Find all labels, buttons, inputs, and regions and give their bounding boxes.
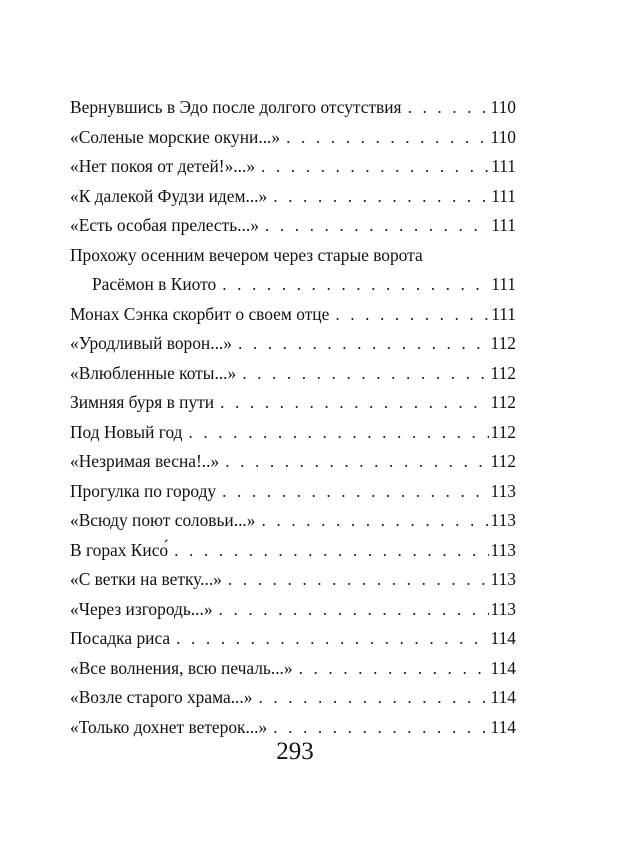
toc-entry-title: Посадка риса [70,628,171,648]
toc-entry-page: 111 [491,185,516,206]
dot-leader [265,211,489,241]
toc-entry-page: 110 [490,126,516,147]
dot-leader [228,565,489,595]
toc-entry [70,93,516,123]
dot-leader [189,418,489,448]
toc-entry-page: 111 [491,274,516,294]
toc-entry-title: «С ветки на ветку...» [70,569,222,589]
toc-entry-title-line-2: Расёмон в Киото [92,274,217,294]
toc-entry-title: «Уродливый ворон...» [70,333,232,353]
dot-leader [273,182,489,212]
toc-entry-page: 114 [490,657,516,678]
toc-entry-title: В горах Кисо́ [70,539,169,560]
toc-entry-page: 113 [490,569,516,589]
toc-entry [70,300,516,330]
toc-entry-page: 111 [491,215,516,235]
toc-entry [70,536,516,566]
dot-leader [176,624,488,654]
toc-entry [70,418,516,448]
toc-entry-continuation [70,270,516,300]
toc-entry [70,506,516,536]
dot-leader [408,93,489,123]
toc-entry [70,654,516,684]
toc-entry [70,211,516,241]
toc-entry [70,624,516,654]
toc-entry-title: Прогулка по городу [70,480,217,501]
toc-entry-page: 113 [490,480,516,501]
toc-entry [70,182,516,212]
toc-entry [70,477,516,507]
toc-entry [70,595,516,625]
toc-entry [70,123,516,153]
toc-entry-page: 114 [490,687,516,707]
toc-entry [70,565,516,595]
toc-entry-page: 113 [490,510,516,530]
toc-entry-page: 111 [491,303,516,324]
toc-entry-title: «Незримая весна!..» [70,451,220,471]
dot-leader [261,152,489,182]
toc-entry-title: Монах Сэнка скорбит о своем отце [70,303,330,324]
toc-entry-title-line-1: Прохожу осенним вечером через старые ворота [70,244,423,265]
toc-entry-page: 112 [490,451,516,471]
toc-entry-page: 110 [490,97,516,117]
toc-entry-title: «Нет покоя от детей!»...» [70,156,256,176]
toc-entry-title: «Есть особая прелесть...» [70,215,259,235]
toc-entry-title: «Влюбленные коты...» [70,362,237,383]
toc-entry-page: 113 [490,539,516,560]
dot-leader [225,447,488,477]
toc-entry-title: Зимняя буря в пути [70,392,215,412]
dot-leader [174,536,488,566]
toc-entry-title: «Всюду поют соловьи...» [70,510,256,530]
toc-entry-page: 111 [491,156,516,176]
toc-entry [70,447,516,477]
toc-entry-page: 112 [490,421,516,442]
toc-entry-title: Под Новый год [70,421,183,442]
toc-entry-title: «Через изгородь...» [70,598,213,619]
toc-entry [70,241,516,300]
dot-leader [238,329,489,359]
toc-entry-title: «Только дохнет ветерок...» [70,716,268,737]
toc-entry [70,329,516,359]
toc-entry-title: «К далекой Фудзи идем...» [70,185,268,206]
toc-entry-page: 114 [490,628,516,648]
toc-entry [70,683,516,713]
dot-leader [261,506,488,536]
toc-entry-title: «Соленые морские окуни...» [70,126,281,147]
dot-leader [219,595,489,625]
toc-entry-page: 112 [490,333,516,353]
dot-leader [222,477,488,507]
dot-leader [335,300,489,330]
toc-entry-page: 113 [490,598,516,619]
toc-entry-title: «Возле старого храма...» [70,687,253,707]
dot-leader [258,683,488,713]
dot-leader [220,388,488,418]
toc-entry [70,388,516,418]
toc-entry-title: Вернувшись в Эдо после долгого отсутствия [70,97,402,117]
dot-leader [286,123,488,153]
toc-entry-page: 114 [490,716,516,737]
table-of-contents [70,93,516,742]
toc-entry-page: 112 [490,362,516,383]
dot-leader [299,654,489,684]
dot-leader [222,270,489,300]
dot-leader [242,359,488,389]
page-number: 293 [276,738,314,765]
toc-entry-page: 112 [490,392,516,412]
toc-entry [70,359,516,389]
toc-entry [70,152,516,182]
toc-entry-title: «Все волнения, всю печаль...» [70,657,293,678]
